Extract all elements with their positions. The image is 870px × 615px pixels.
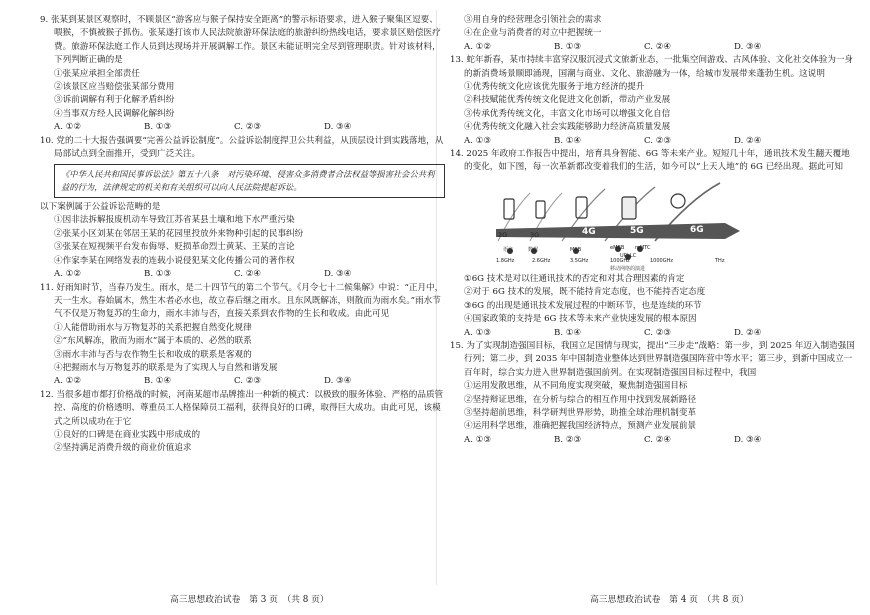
question-9 [40, 14, 445, 135]
sub-label-urllc: URLLC [620, 252, 637, 259]
question-number: 15. [450, 340, 464, 351]
frequency-label: 100GHz [610, 257, 630, 264]
choice-c: C. ②④ [234, 269, 262, 280]
question-14 [450, 148, 855, 340]
question-number: 14. [450, 149, 464, 160]
generation-label-5g: 5G [630, 225, 644, 236]
page-footer-right: 高三思想政治试卷 第 4 页 （共 8 页） [590, 595, 749, 605]
6g-globe-icon [671, 194, 685, 208]
option-3: ③6G 的出现是通讯技术发展过程的中断环节，也是连续的环节 [464, 300, 702, 311]
choice-d: D. ③④ [324, 122, 352, 133]
answer-choices [464, 41, 855, 54]
frequency-label: 1.8GHz [496, 257, 515, 264]
choice-d: D. ③④ [734, 41, 762, 52]
choice-c: C. ②④ [644, 434, 672, 445]
question-lead: 以下案例属于公益诉讼范畴的是 [40, 202, 161, 213]
choice-a: A. ①② [54, 122, 82, 133]
option-3: ③诉前调解有利于化解矛盾纠纷 [54, 95, 175, 106]
question-15 [450, 340, 855, 447]
figure-caption: 移动网络的演进 [610, 265, 646, 272]
sub-label-mmtc: mMTC [635, 244, 651, 251]
sub-label-embb: eMBB [610, 244, 625, 251]
choice-d: D. ②④ [734, 135, 762, 146]
generation-label-6g: 6G [690, 224, 704, 235]
frequency-label: 1000GHz [650, 257, 673, 264]
choice-c: C. ②④ [644, 41, 672, 52]
option-2: ②该景区应当赔偿张某部分费用 [54, 82, 175, 93]
choice-b: B. ①③ [144, 122, 172, 133]
choice-a: A. ①③ [464, 434, 492, 445]
choice-b: B. ①③ [554, 41, 582, 52]
answer-choices [54, 121, 445, 134]
option-2: ②“东风解冻，散而为雨水”属于本质的、必然的联系 [54, 336, 252, 347]
question-stem: 为了实现制造强国目标，我国立足国情与现实，提出“三步走”战略：第一步，到 2025 年迈入制造强国行列；第二步，到 2035 年中国制造业整体达到世界制造强国阵营中等水平；第三步，到新中国成立一百年时，综合实力进入世界制造强国前列。在实现制造强国目标过程中，我国 [464, 340, 855, 378]
choice-b: B. ①④ [144, 376, 172, 387]
sub-label-mbb: MBB [570, 246, 582, 253]
option-4: ④把握雨水与万物复苏的联系是为了实现人与自然和谐发展 [54, 362, 278, 373]
answer-choices [54, 268, 445, 281]
choice-c: C. ②③ [644, 135, 672, 146]
choice-c: C. ②③ [234, 122, 262, 133]
question-10 [40, 135, 445, 282]
right-column [450, 14, 855, 447]
question-stem: 当很多超市都打价格战的时候，河南某超市品牌推出一种新的模式：以极致的服务体验、严格的品质管控、高度的价格透明、尊重员工人格保障员工福利，获得良好的口碑，取得巨大成功。由此可见，该模式之所以成功在于它 [54, 389, 444, 427]
choice-a: A. ①② [54, 376, 82, 387]
option-1: ①张某应承担全部责任 [54, 68, 140, 79]
question-number: 10. [40, 135, 54, 146]
choice-a: A. ①② [54, 269, 82, 280]
frequency-label: THz [715, 257, 725, 264]
choice-a: A. ①② [464, 41, 492, 52]
sub-label-data: 数据 [528, 246, 539, 253]
option-3: ③张某在短视频平台发布侮辱、贬损革命烈士黄某、王某的言论 [54, 242, 295, 253]
choice-b: B. ①④ [554, 135, 582, 146]
question-number: 12. [40, 389, 54, 400]
option-3: ③雨水丰沛与否与农作物生长和收成的联系是客观的 [54, 349, 252, 360]
choice-a: A. ①③ [464, 135, 492, 146]
feature-phone-icon [536, 201, 545, 218]
option-4: ④国家政策的支持是 6G 技术等未来产业快速发展的根本原因 [464, 314, 697, 325]
option-3: ③传承优秀传统文化，丰富文化市场可以增强文化自信 [464, 108, 671, 119]
choice-b: B. ①③ [144, 269, 172, 280]
frequency-label: 3.5GHz [570, 257, 589, 264]
option-4: ④作家李某在网络发表的连载小说侵犯某文化传播公司的著作权 [54, 255, 295, 266]
option-1: ①良好的口碑是在商业实践中形成成的 [54, 429, 201, 440]
choice-b: B. ①④ [554, 327, 582, 338]
question-number: 13. [450, 55, 464, 66]
generation-label-2g: 2G [498, 230, 508, 239]
option-2: ②张某小区刘某在邻居王某的花园里投放外来物种引起的民事纠纷 [54, 228, 304, 239]
option-1: ①运用发散思维，从不同角度实现突破，聚焦制造强国目标 [464, 381, 688, 392]
choice-a: A. ①③ [464, 327, 492, 338]
choice-d: D. ②④ [734, 327, 762, 338]
choice-b: B. ②③ [554, 434, 582, 445]
page-footer-left: 高三思想政治试卷 第 3 页 （共 8 页） [170, 595, 329, 605]
question-stem: 蛇年新春，某市持续丰富穿汉服沉浸式文旅新业态，一批集空间游戏、古风体验、文化社交体验为一身的新消费场景顺即涌现，国潮与商业、文化、旅游融为一体，给城市发展带来蓬勃生机。这说明 [464, 55, 854, 79]
choice-d: D. ③④ [734, 434, 762, 445]
mobile-network-evolution-figure [490, 179, 820, 271]
option-1: ①人能借助雨水与万物复苏的关系把握自然变化规律 [54, 322, 252, 333]
option-1: ①优秀传统文化应该优先服务于地方经济的提升 [464, 82, 645, 93]
option-2: ②坚持满足消费升级的商业价值追求 [54, 443, 192, 454]
question-12 [40, 389, 445, 456]
answer-choices [464, 327, 855, 340]
left-column [40, 14, 445, 456]
option-4: ④在企业与消费者的对立中把握统一 [464, 28, 602, 39]
question-stem: 好雨知时节，当春乃发生。雨水，是二十四节气的第二个节气。《月令七十二候集解》中说：“正月中，天一生水。春始属木，然生木者必水也，故立春后继之雨水。且东风既解冻，则散而为雨水矣。”雨水节气不仅是万物复苏的生命力，雨水丰沛与否，直接关系到农作物的生长和收成。由此可见 [54, 282, 444, 320]
question-number: 11. [40, 282, 54, 293]
option-2: ②坚持辩证思维，在分析与综合的相互作用中找到发展新路径 [464, 394, 697, 405]
option-2: ②科技赋能优秀传统文化促进文化创新，带动产业发展 [464, 95, 671, 106]
option-4: ④优秀传统文化融入社会实践能够助力经济高质量发展 [464, 122, 671, 133]
question-stem: 张某到某景区观察时，不顾景区“游客应与猴子保持安全距离”的警示标语要求，进入猴子聚集区逗要、喂猴，不慎被猴子抓伤。张某遂打该市人民法院旅游环保法庭的旅游纠纷热线电话，要求景区赔偿医疗费。旅游环保法庭工作人员到达现场并开展调解工作。景区未能证明完全尽到管理职责。针对该材料，下列判断正确的是 [50, 15, 441, 66]
question-12-continued [450, 14, 855, 54]
answer-choices [464, 135, 855, 148]
generation-label-4g: 4G [582, 226, 596, 237]
option-4: ④运用科学思维，准确把握我国经济特点，预测产业发展前景 [464, 421, 697, 432]
question-13 [450, 54, 855, 148]
option-4: ④当事双方经人民调解化解纠纷 [54, 108, 175, 119]
option-1: ①因非法拆解报废机动车导致江苏省某县土壤和地下水严重污染 [54, 215, 295, 226]
sub-label-voice: 语音 [503, 246, 514, 253]
answer-choices [54, 375, 445, 388]
option-3: ③用自身的经营理念引领社会的需求 [464, 15, 602, 25]
question-11 [40, 282, 445, 389]
choice-c: C. ②③ [234, 376, 262, 387]
question-stem: 党的二十大报告强调要“完善公益诉讼制度”。公益诉讼制度捍卫公共利益，从顶层设计到实践落地，从局部试点到全面推开，受到广泛关注。 [54, 135, 444, 160]
choice-d: D. ③④ [324, 269, 352, 280]
option-1: ①6G 技术是对以往通讯技术的否定和对其合理因素的肯定 [464, 273, 685, 284]
frequency-label: 2.6GHz [532, 257, 551, 264]
choice-c: C. ②③ [644, 327, 672, 338]
answer-choices [464, 434, 855, 447]
choice-d: D. ③④ [324, 376, 352, 387]
question-number: 9. [40, 15, 49, 25]
law-quote-box: 《中华人民共和国民事诉讼法》第五十八条 对污染环境、侵害众多消费者合法权益等损害社会公共利益的行为，法律规定的机关和有关组织可以向人民法院提起诉讼。 [54, 164, 445, 198]
tablet-icon [622, 197, 636, 219]
question-stem: 2025 年政府工作报告中提出，培育具身智能、6G 等未来产业。短短几十年，通讯技术发生翻天覆地的变化，如下图，每一次革新都改变着我们的生活，如今可以“上天人地”的 6G 已经出现。据此可知 [464, 149, 850, 173]
option-3: ③坚持超前思维，科学研判世界形势，助推全球治理机制变革 [464, 407, 697, 418]
generation-label-3g: 3G [530, 230, 540, 239]
option-2: ②对于 6G 技术的发展，既不能持肯定态度，也不能持否定态度 [464, 287, 706, 298]
